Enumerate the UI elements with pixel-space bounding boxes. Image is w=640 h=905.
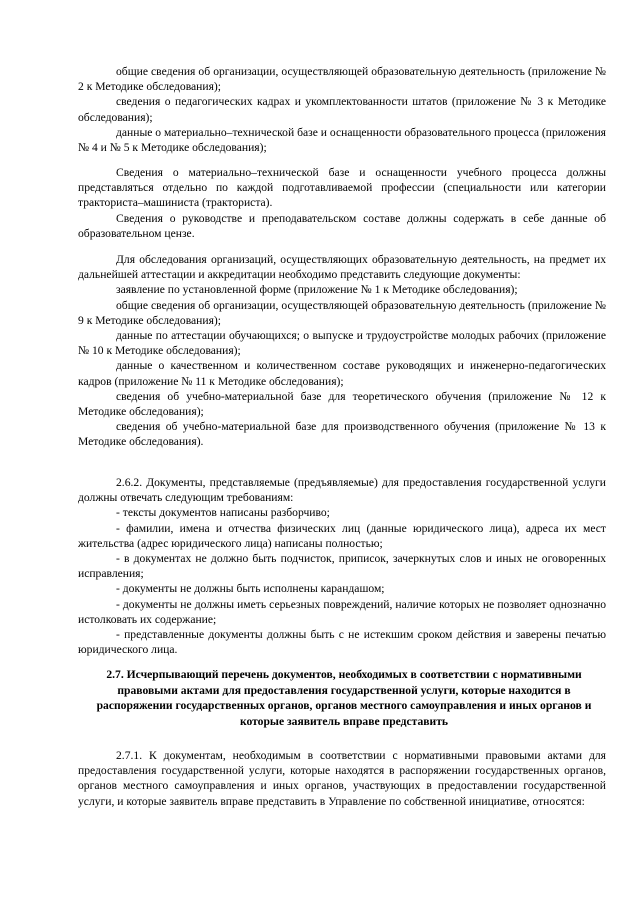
section-heading: 2.7. Исчерпывающий перечень документов, необходимых в соответствии с нормативными правовыми актами для предоставления государственной услуги, которые находится в распоряжении государственных органов, органов местного самоуправления и иных органов и которые заявитель вправе представить [96, 668, 592, 728]
block-1 [78, 64, 606, 155]
section-heading-block [96, 667, 592, 729]
paragraph: заявление по установленной форме (приложение № 1 к Методике обследования); [116, 283, 518, 297]
block-4 [78, 475, 606, 657]
block-3 [78, 252, 606, 450]
paragraph: сведения об учебно-материальной базе для теоретического обучения (приложение № 12 к Методике обследования); [78, 389, 606, 419]
paragraph: Сведения о руководстве и преподавательском составе должны содержать в себе данные об образовательном цензе. [78, 211, 606, 240]
list-item: - тексты документов написаны разборчиво; [116, 506, 330, 520]
paragraph: Для обследования организаций, осуществляющих образовательную деятельность, на предмет их дальнейшей аттестации и аккредитации необходимо представить следующие документы: [78, 253, 606, 282]
paragraph: данные о материально–технической базе и оснащенности образовательного процесса (приложения № 4 и № 5 к Методике обследования); [78, 125, 606, 155]
list-item: - представленные документы должны быть с не истекшим сроком действия и заверены печатью юридического лица. [78, 628, 606, 657]
paragraph: 2.7.1. К документам, необходимым в соответствии с нормативными правовыми актами для предоставления государственной услуги, которые находятся в распоряжении государственных органов, органов местного самоуправления и иных органов, участвующих в предоставлении государственной услуги, и которые заявитель вправе представить в Управление по собственной инициативе, относятся: [78, 749, 606, 808]
paragraph: Сведения о материально–технической базе и оснащенности учебного процесса должны представляться отдельно по каждой подготавливаемой профессии (специальности или категории тракториста–машиниста (тракториста). [78, 166, 606, 210]
list-item: - документы не должны иметь серьезных повреждений, наличие которых не позволяет однозначно истолковать их содержание; [78, 597, 606, 626]
paragraph: 2.6.2. Документы, представляемые (предъявляемые) для предоставления государственной услуги должны отвечать следующим требованиям: [78, 476, 606, 505]
paragraph: общие сведения об организации, осуществляющей образовательную деятельность (приложение № 2 к Методике обследования); [78, 65, 606, 94]
block-5 [78, 748, 606, 809]
paragraph: данные о качественном и количественном составе руководящих и инженерно-педагогических кадров (приложение № 11 к Методике обследования); [78, 359, 606, 388]
list-item: - документы не должны быть исполнены карандашом; [116, 582, 385, 596]
list-item: - в документах не должно быть подчисток, приписок, зачеркнутых слов и иных не оговоренных исправления; [78, 552, 606, 581]
paragraph: сведения об учебно-материальной базе для производственного обучения (приложение № 13 к Методике обследования). [78, 420, 606, 449]
list-item: - фамилии, имена и отчества физических лиц (данные юридического лица), адреса их мест жительства (адрес юридического лица) написаны полностью; [78, 521, 606, 550]
block-2 [78, 165, 606, 241]
paragraph: общие сведения об организации, осуществляющей образовательную деятельность (приложение № 9 к Методике обследования); [78, 298, 606, 327]
paragraph: сведения о педагогических кадрах и укомплектованности штатов (приложение № 3 к Методике обследования); [78, 95, 606, 124]
paragraph: данные по аттестации обучающихся; о выпуске и трудоустройстве молодых рабочих (приложение № 10 к Методике обследования); [78, 329, 606, 358]
